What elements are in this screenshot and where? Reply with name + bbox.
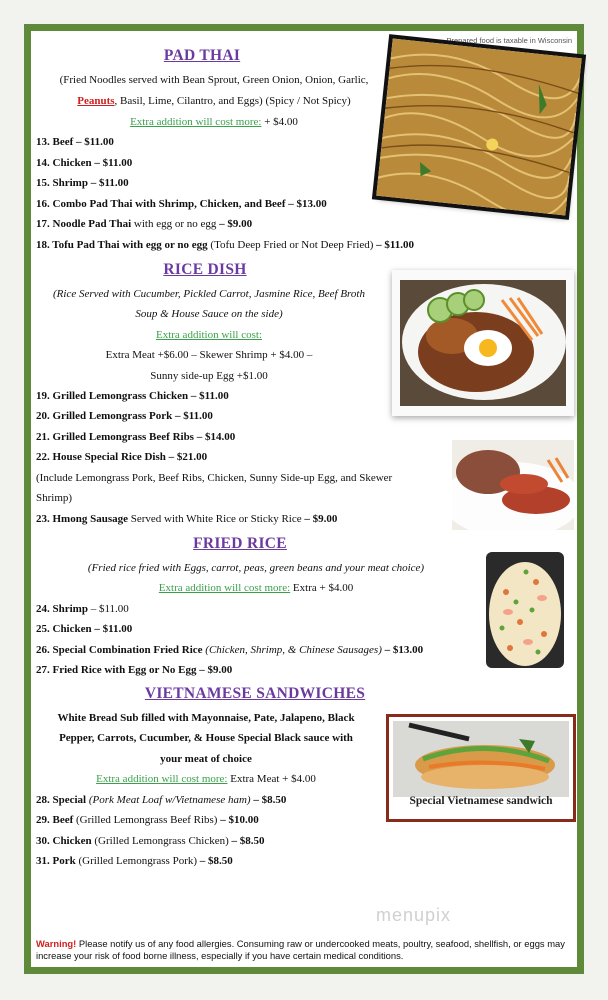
- sandwiches-desc-3: your meat of choice: [160, 753, 252, 765]
- rice-dish-extra-1: Extra Meat +$6.00 – Skewer Shrimp + $4.00 –: [105, 349, 313, 361]
- pad-thai-heading: PAD THAI: [163, 47, 241, 64]
- menu-item-19: 19. Grilled Lemongrass Chicken – $11.00: [36, 390, 229, 402]
- warning-text: Please notify us of any food allergies. Consuming raw or undercooked meats, poultry, seafood, shellfish, or eggs may increase your risk of food borne illness, especially if you have certain medical conditions.: [36, 938, 565, 961]
- menu-item-27: 27. Fried Rice with Egg or No Egg – $9.00: [36, 664, 233, 676]
- fried-rice-photo: [486, 552, 564, 668]
- menu-item-31: 31. Pork (Grilled Lemongrass Pork) – $8.50: [36, 855, 233, 867]
- rice-dish-extra-label: Extra addition will cost:: [155, 329, 262, 341]
- rice-plate-photo: [392, 270, 574, 416]
- sandwich-photo: [386, 714, 576, 822]
- sandwiches-extra: Extra addition will cost more: Extra Meat + $4.00: [96, 773, 316, 785]
- sandwiches-desc-1: White Bread Sub filled with Mayonnaise, Pate, Jalapeno, Black: [57, 712, 355, 724]
- menu-item-22-note-2: Shrimp): [36, 492, 73, 504]
- menupix-watermark: menupix: [376, 905, 452, 925]
- rice-dish-desc-2: Soup & House Sauce on the side): [135, 308, 283, 320]
- sandwich-photo-caption: Special Vietnamese sandwich: [409, 795, 553, 807]
- fried-rice-desc: (Fried rice fried with Eggs, carrot, peas, green beans and your meat choice): [87, 562, 425, 574]
- menu-item-30: 30. Chicken (Grilled Lemongrass Chicken) – $8.50: [36, 835, 265, 847]
- menu-item-23: 23. Hmong Sausage Served with White Rice or Sticky Rice – $9.00: [36, 513, 338, 525]
- peanuts-allergen: Peanuts: [77, 95, 115, 107]
- pad-thai-extra: Extra addition will cost more: + $4.00: [130, 116, 298, 128]
- menu-item-18: 18. Tofu Pad Thai with egg or no egg (Tofu Deep Fried or Not Deep Fried) – $11.00: [36, 239, 415, 251]
- menu-item-26: 26. Special Combination Fried Rice (Chicken, Shrimp, & Chinese Sausages) – $13.00: [36, 644, 424, 656]
- pad-thai-desc-2: Peanuts, Basil, Lime, Cilantro, and Eggs) (Spicy / Not Spicy): [77, 95, 351, 107]
- allergy-warning: [36, 938, 566, 962]
- rice-dish-extra-2: Sunny side-up Egg +$1.00: [150, 370, 268, 382]
- fried-rice-heading: FRIED RICE: [193, 535, 287, 552]
- pad-thai-desc-1: (Fried Noodles served with Bean Sprout, Green Onion, Onion, Garlic,: [59, 74, 369, 86]
- menu-item-13: 13. Beef – $11.00: [36, 136, 114, 148]
- menu-item-22: 22. House Special Rice Dish – $21.00: [36, 451, 208, 463]
- pad-thai-photo: [376, 39, 581, 216]
- menu-item-25: 25. Chicken – $11.00: [36, 623, 133, 635]
- menu-item-20: 20. Grilled Lemongrass Pork – $11.00: [36, 410, 213, 422]
- sausage-photo: [452, 440, 574, 530]
- rice-dish-heading: RICE DISH: [163, 261, 247, 278]
- menu-item-21: 21. Grilled Lemongrass Beef Ribs – $14.00: [36, 431, 236, 443]
- tax-note: Prepared food is taxable in Wisconsin: [446, 36, 572, 45]
- menu-item-16: 16. Combo Pad Thai with Shrimp, Chicken, and Beef – $13.00: [36, 198, 327, 210]
- menu-item-22-note-1: (Include Lemongrass Pork, Beef Ribs, Chicken, Sunny Side-up Egg, and Skewer: [36, 472, 393, 484]
- sandwiches-desc-2: Pepper, Carrots, Cucumber, & House Special Black sauce with: [59, 732, 353, 744]
- rice-dish-desc-1: (Rice Served with Cucumber, Pickled Carrot, Jasmine Rice, Beef Broth: [53, 288, 365, 300]
- menu-item-15: 15. Shrimp – $11.00: [36, 177, 129, 189]
- fried-rice-extra: Extra addition will cost more: Extra + $4.00: [158, 582, 354, 594]
- menu-item-17: 17. Noodle Pad Thai with egg or no egg – $9.00: [36, 218, 253, 230]
- menu-item-29: 29. Beef (Grilled Lemongrass Beef Ribs) – $10.00: [36, 814, 259, 826]
- sandwiches-heading: VIETNAMESE SANDWICHES: [144, 685, 366, 702]
- menu-item-24: 24. Shrimp – $11.00: [36, 603, 129, 615]
- menu-item-14: 14. Chicken – $11.00: [36, 157, 133, 169]
- menu-item-28: 28. Special (Pork Meat Loaf w/Vietnamese ham) – $8.50: [36, 794, 287, 806]
- warning-label: Warning!: [36, 938, 77, 949]
